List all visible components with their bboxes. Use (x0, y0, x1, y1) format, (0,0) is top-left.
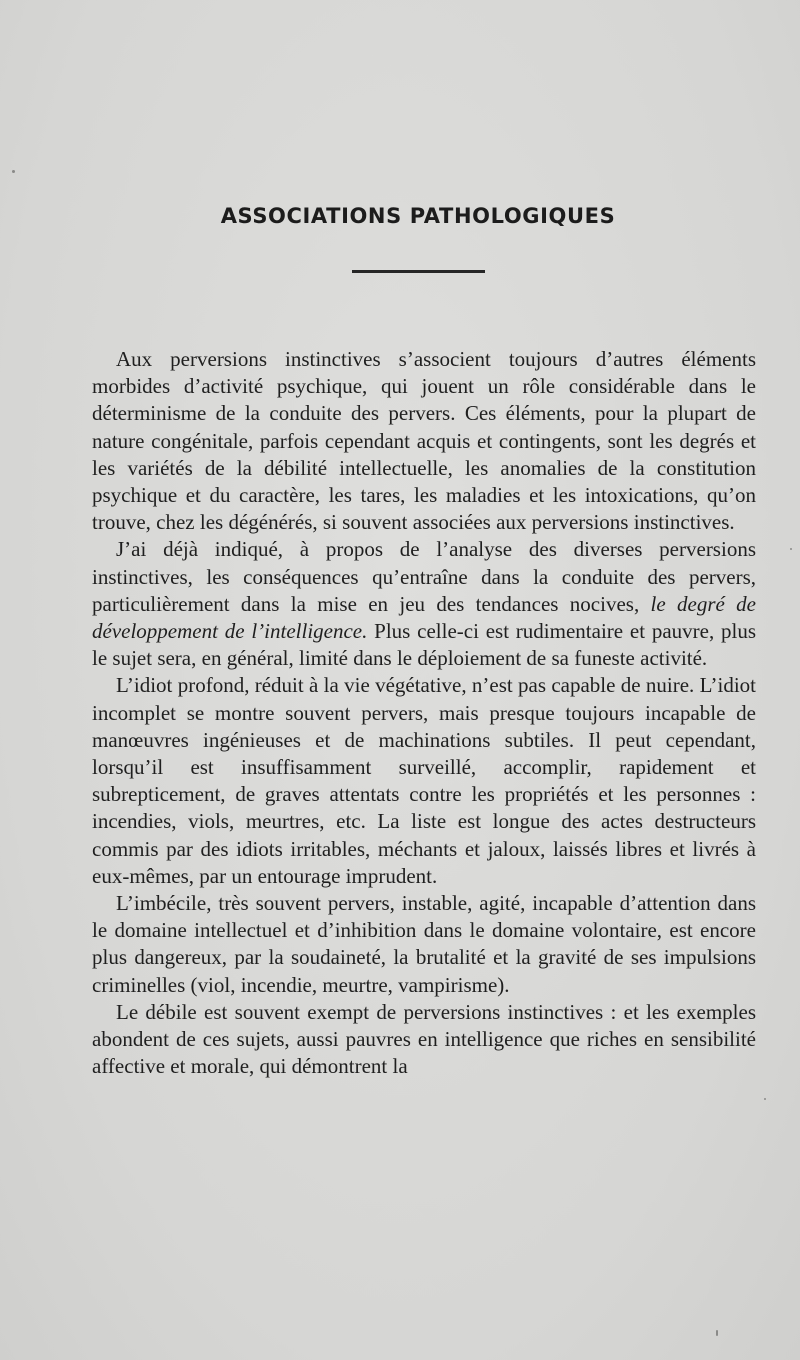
paragraph-intelligence (92, 536, 756, 672)
paper-speck (12, 170, 15, 173)
page-title: ASSOCIATIONS PATHOLOGIQUES (220, 204, 616, 228)
paragraph-idiot: L’idiot profond, réduit à la vie végétative, n’est pas capable de nuire. L’idiot incomplet se montre souvent pervers, mais presque toujours incapable de manœuvres ingénieuses et de machinations subtiles. Il peut cependant, lorsqu’il est insuffisamment surveillé, accomplir, rapidement et subrepticement, de graves attentats contre les propriétés et les personnes : incendies, viols, meurtres, etc. La liste est longue des actes destructeurs commis par des idiots irritables, méchants et jaloux, laissés libres et livrés à eux-mêmes, par un entourage imprudent. (92, 673, 756, 888)
paragraph-intelligence-start: J’ai déjà indiqué, à propos de l’analyse des diverses perversions instinctives, les conséquences qu’entraîne dans la conduite des pervers, particulièrement dans la mise en jeu des tendances nocives, (92, 537, 756, 616)
paragraph-debile: Le débile est souvent exempt de perversions instinctives : et les exemples abondent de ces sujets, aussi pauvres en intelligence que riches en sensibilité affective et morale, qui démontrent la (92, 999, 756, 1079)
paragraph-intro: Aux perversions instinctives s’associent toujours d’autres éléments morbides d’activité psychique, qui jouent un rôle considérable dans le déterminisme de la conduite des pervers. Ces éléments, pour la plupart de nature congénitale, parfois cependant acquis et contingents, sont les degrés et les variétés de la débilité intellectuelle, les anomalies de la constitution psychique et du caractère, les tares, les maladies et les intoxications, qu’on trouve, chez les dégénérés, si souvent associées aux perversions instinctives. (92, 347, 756, 535)
body-text (92, 346, 756, 1080)
paper-speck (790, 548, 792, 550)
italic-phrase: le degré de développement de l’intelligence. (92, 591, 756, 644)
title-divider (352, 270, 485, 273)
paper-speck (716, 1330, 718, 1336)
paper-speck (764, 1098, 766, 1100)
paragraph-intelligence-end: Plus celle-ci est rudimentaire et pauvre, plus le sujet sera, en général, limité dans le déploiement de sa funeste activité. (92, 619, 756, 671)
paragraph-imbecile: L’imbécile, très souvent pervers, instable, agité, incapable d’attention dans le domaine intellectuel et d’inhibition dans le domaine volontaire, est encore plus dangereux, par la soudaineté, la brutalité et la gravité de ses impulsions criminelles (viol, incendie, meurtre, vampirisme). (92, 891, 756, 997)
